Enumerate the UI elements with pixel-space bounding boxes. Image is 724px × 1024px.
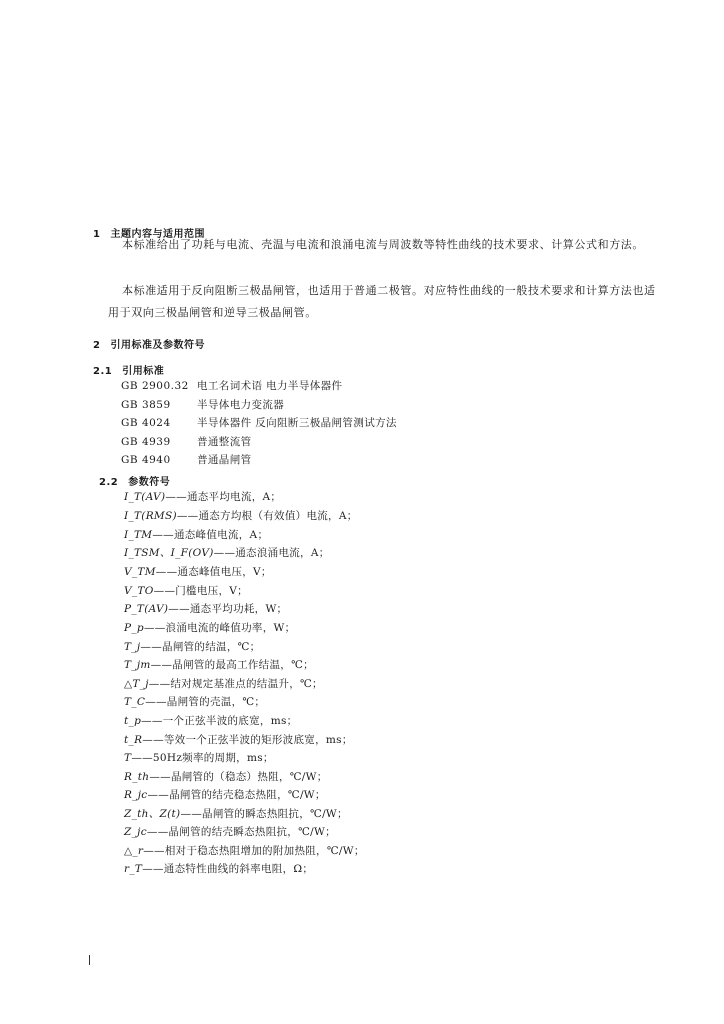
parameter-description: ——等效一个正弦半波的矩形波底宽，ms；: [142, 734, 353, 746]
parameter-symbol: T_C: [124, 696, 146, 708]
parameter-item: [124, 768, 328, 787]
section-2-1-title: 引用标准: [122, 366, 165, 377]
parameter-description: ——晶闸管的结壳稳态热阻，℃/W；: [147, 789, 326, 801]
reference-title: 半导体器件 反向阻断三极晶闸管测试方法: [197, 417, 397, 429]
parameter-symbol: I_T(RMS): [124, 510, 177, 522]
reference-code: GB 4940: [121, 454, 171, 466]
reference-item: [121, 377, 342, 395]
parameter-symbol: P_p: [124, 622, 144, 634]
parameter-symbol: t_R: [124, 734, 143, 746]
parameter-description: ——通态峰值电压，V；: [155, 566, 272, 578]
parameter-description: ——一个正弦半波的底宽，ms；: [141, 715, 298, 727]
reference-item: [121, 451, 252, 469]
parameter-symbol: T: [124, 752, 132, 764]
section-2-1-number: 2.1: [93, 366, 113, 377]
parameter-description: ——通态方均根（有效值）电流，A；: [176, 510, 358, 522]
parameter-item: [124, 675, 323, 694]
parameter-description: ——晶闸管的结壳瞬态热阻抗，℃/W；: [146, 826, 336, 838]
parameter-item: [124, 823, 336, 842]
parameter-symbol: r_T: [124, 863, 143, 875]
section-2-2-title: 参数符号: [128, 477, 171, 488]
parameter-symbol: △_r: [124, 845, 144, 857]
parameter-description: ——晶闸管的瞬态热阻抗，℃/W；: [180, 808, 348, 820]
reference-code: GB 3859: [121, 399, 171, 411]
section-2-1-heading: [93, 362, 164, 377]
parameter-item: [124, 805, 348, 824]
parameter-description: ——通态浪涌电流，A；: [213, 547, 330, 559]
parameter-item: [124, 544, 330, 563]
parameter-item: [124, 749, 274, 768]
parameter-item: [124, 860, 313, 879]
reference-code: GB 4024: [121, 417, 171, 429]
parameter-symbol: P_T(AV): [124, 603, 169, 615]
parameter-symbol: T_j: [124, 641, 141, 653]
reference-code: GB 4939: [121, 436, 171, 448]
parameter-description: ——50Hz频率的周期，ms；: [131, 752, 274, 764]
reference-item: [121, 414, 397, 432]
reference-title: 电工名词术语 电力半导体器件: [197, 380, 343, 392]
parameter-description: ——通态平均电流，A；: [165, 491, 282, 503]
section-2-2-heading: [99, 473, 170, 488]
parameter-symbol: Z_jc: [124, 826, 147, 838]
parameter-item: [124, 563, 272, 582]
reference-title: 普通整流管: [197, 436, 252, 448]
parameter-symbol: I_TM: [124, 529, 153, 541]
parameter-item: [124, 656, 314, 675]
section-1-paragraph-1: 本标准给出了功耗与电流、壳温与电流和浪涌电流与周波数等特性曲线的技术要求、计算公式和方法。: [122, 238, 644, 251]
section-1-paragraph-2: 本标准适用于反向阻断三极晶闸管，也适用于普通二极管。对应特性曲线的一般技术要求和计算方法也适用于双向三极晶闸管和逆导三极晶闸管。: [108, 284, 656, 319]
parameter-description: ——相对于稳态热阻增加的附加热阻，℃/W；: [143, 845, 365, 857]
parameter-description: ——通态特性曲线的斜率电阻，Ω；: [142, 863, 314, 875]
section-2-2-number: 2.2: [99, 477, 119, 488]
reference-title: 普通晶闸管: [197, 454, 252, 466]
parameter-symbol: Z_th、Z(t): [124, 808, 181, 820]
parameter-item: [124, 842, 365, 861]
parameter-symbol: I_TSM、I_F(OV): [124, 547, 214, 559]
section-1-number: 1: [93, 229, 101, 240]
reference-item: [121, 433, 252, 451]
parameter-item: [124, 600, 287, 619]
parameter-symbol: V_TM: [124, 566, 156, 578]
parameter-description: ——通态平均功耗，W；: [168, 603, 288, 615]
parameter-item: [124, 488, 281, 507]
parameter-description: ——通态峰值电流，A；: [152, 529, 269, 541]
reference-item: [121, 396, 284, 414]
parameter-description: ——晶闸管的结温，℃；: [140, 641, 261, 653]
margin-mark: [89, 955, 90, 965]
reference-code: GB 2900.32: [121, 380, 189, 392]
parameter-description: ——浪涌电流的峰值功率，W；: [143, 622, 296, 634]
parameter-symbol: △T_j: [124, 678, 149, 690]
section-1-title: 主题内容与适用范围: [110, 229, 205, 240]
section-2-number: 2: [93, 340, 101, 351]
parameter-item: [124, 507, 358, 526]
parameter-item: [124, 619, 295, 638]
parameter-description: ——晶闸管的最高工作结温，℃；: [150, 659, 314, 671]
parameter-item: [124, 712, 297, 731]
parameter-symbol: T_jm: [124, 659, 151, 671]
section-2-heading: [93, 336, 205, 351]
parameter-symbol: R_jc: [124, 789, 148, 801]
parameter-symbol: I_T(AV): [124, 491, 166, 503]
parameter-symbol: t_p: [124, 715, 142, 727]
parameter-symbol: R_th: [124, 771, 150, 783]
parameter-description: ——结对规定基准点的结温升，℃；: [148, 678, 323, 690]
parameter-symbol: V_TO: [124, 585, 154, 597]
parameter-description: ——门槛电压，V；: [153, 585, 248, 597]
parameter-description: ——晶闸管的（稳态）热阻，℃/W；: [149, 771, 328, 783]
parameter-item: [124, 786, 326, 805]
parameter-item: [124, 582, 248, 601]
parameter-item: [124, 638, 260, 657]
section-2-title: 引用标准及参数符号: [110, 340, 205, 351]
parameter-description: ——晶闸管的壳温，℃；: [145, 696, 266, 708]
parameter-item: [124, 526, 268, 545]
reference-title: 半导体电力变流器: [197, 399, 285, 411]
parameter-item: [124, 731, 353, 750]
parameter-item: [124, 693, 265, 712]
